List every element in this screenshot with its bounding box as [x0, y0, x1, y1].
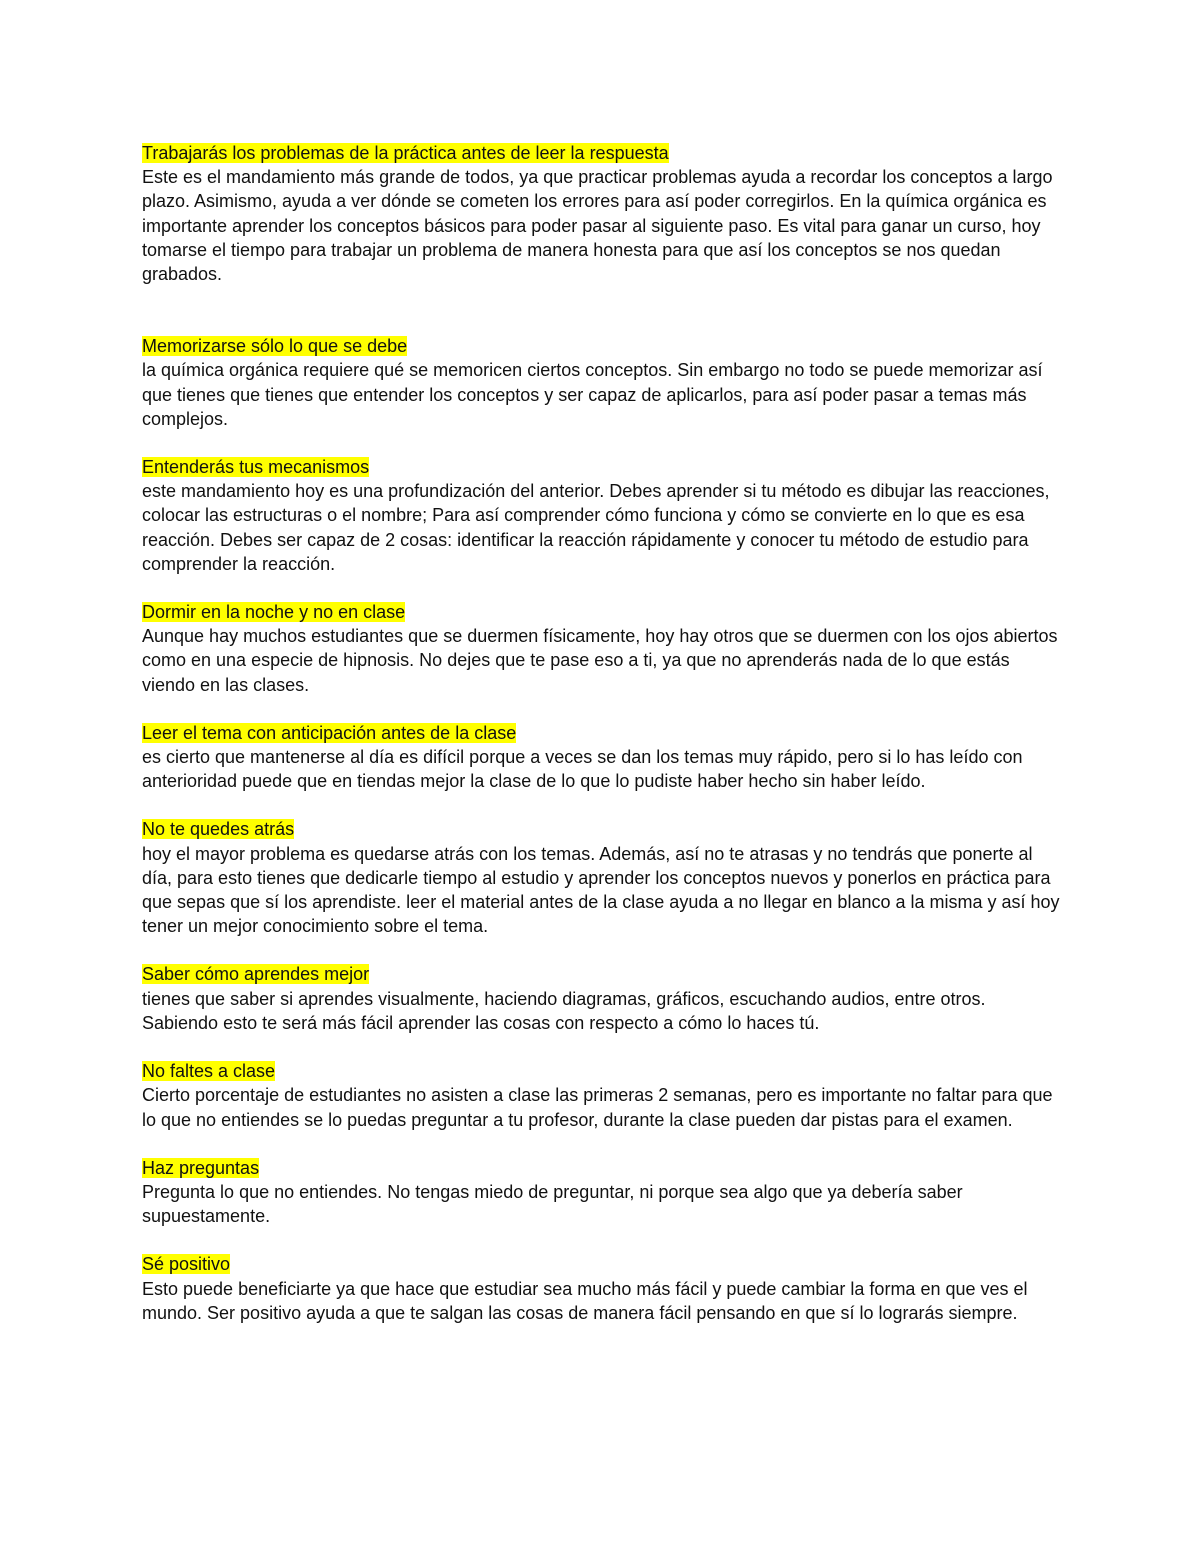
section-heading: Memorizarse sólo lo que se debe — [142, 336, 408, 357]
section-body: este mandamiento hoy es una profundización del anterior. Debes aprender si tu método es dibujar las reacciones, colocar las estructuras o el nombre; Para así comprender cómo funciona y cómo se convierte en lo que es esa reacción. Debes ser capaz de 2 cosas: identificar la reacción rápidamente y conocer tu método de estudio para comprender la reacción. — [142, 481, 1050, 574]
section-heading: Entenderás tus mecanismos — [142, 457, 370, 478]
section-heading: Saber cómo aprendes mejor — [142, 964, 370, 985]
document-page — [142, 141, 1064, 1349]
section-body: la química orgánica requiere qué se memoricen ciertos conceptos. Sin embargo no todo se puede memorizar así que tienes que tienes que entender los conceptos y ser capaz de aplicarlos, para así poder pasar a temas más complejos. — [142, 360, 1043, 429]
section-heading: No faltes a clase — [142, 1061, 276, 1082]
section-heading: Trabajarás los problemas de la práctica antes de leer la respuesta — [142, 143, 669, 163]
section-dont-fall-behind — [142, 817, 1064, 938]
section-sleep — [142, 600, 1064, 697]
section-read-ahead — [142, 721, 1064, 794]
section-heading: Haz preguntas — [142, 1157, 260, 1178]
section-body: tienes que saber si aprendes visualmente, haciendo diagramas, gráficos, escuchando audios, entre otros. Sabiendo esto te será más fácil aprender las cosas con respecto a cómo lo haces tú. — [142, 988, 986, 1033]
section-heading: Dormir en la noche y no en clase — [142, 602, 406, 623]
section-be-positive — [142, 1252, 1064, 1325]
section-practice-problems — [142, 141, 1064, 286]
section-body: Este es el mandamiento más grande de todos, ya que practicar problemas ayuda a recordar los conceptos a largo plazo. Asimismo, ayuda a ver dónde se cometen los errores para así poder corregirlos. En la química orgánica es importante aprender los conceptos básicos para poder pasar al siguiente paso. Es vital para ganar un curso, hoy tomarse el tiempo para trabajar un problema de manera honesta para que así los conceptos se nos quedan grabados. — [142, 167, 1053, 285]
section-body: hoy el mayor problema es quedarse atrás con los temas. Además, así no te atrasas y no tendrás que ponerte al día, para esto tienes que dedicarle tiempo al estudio y aprender los conceptos nuevos y ponerlos en práctica para que sepas que sí los aprendiste. leer el material antes de la clase ayuda a no llegar en blanco a la misma y así hoy tener un mejor conocimiento sobre el tema. — [142, 843, 1060, 937]
section-heading: Leer el tema con anticipación antes de la clase — [142, 722, 517, 743]
section-heading: No te quedes atrás — [142, 819, 295, 840]
section-body: Cierto porcentaje de estudiantes no asisten a clase las primeras 2 semanas, pero es importante no faltar para que lo que no entiendes se lo puedas preguntar a tu profesor, durante la clase pueden dar pistas para el examen. — [142, 1085, 1053, 1130]
section-body: es cierto que mantenerse al día es difícil porque a veces se dan los temas muy rápido, pero si lo has leído con anterioridad puede que en tiendas mejor la clase de lo que lo pudiste haber hecho sin haber leído. — [142, 747, 1023, 792]
section-mechanisms — [142, 455, 1064, 576]
section-heading: Sé positivo — [142, 1254, 231, 1275]
section-body: Aunque hay muchos estudiantes que se duermen físicamente, hoy hay otros que se duermen con los ojos abiertos como en una especie de hipnosis. No dejes que te pase eso a ti, ya que no aprenderás nada de lo que estás viendo en las clases. — [142, 626, 1058, 695]
section-learning-style — [142, 962, 1064, 1035]
section-body: Pregunta lo que no entiendes. No tengas miedo de preguntar, ni porque sea algo que ya debería saber supuestamente. — [142, 1181, 963, 1227]
section-memorize — [142, 334, 1064, 431]
section-body: Esto puede beneficiarte ya que hace que estudiar sea mucho más fácil y puede cambiar la forma en que ves el mundo. Ser positivo ayuda a que te salgan las cosas de manera fácil pensando en que sí lo lograrás siempre. — [142, 1278, 1028, 1323]
section-ask-questions — [142, 1156, 1064, 1229]
section-attend-class — [142, 1059, 1064, 1132]
